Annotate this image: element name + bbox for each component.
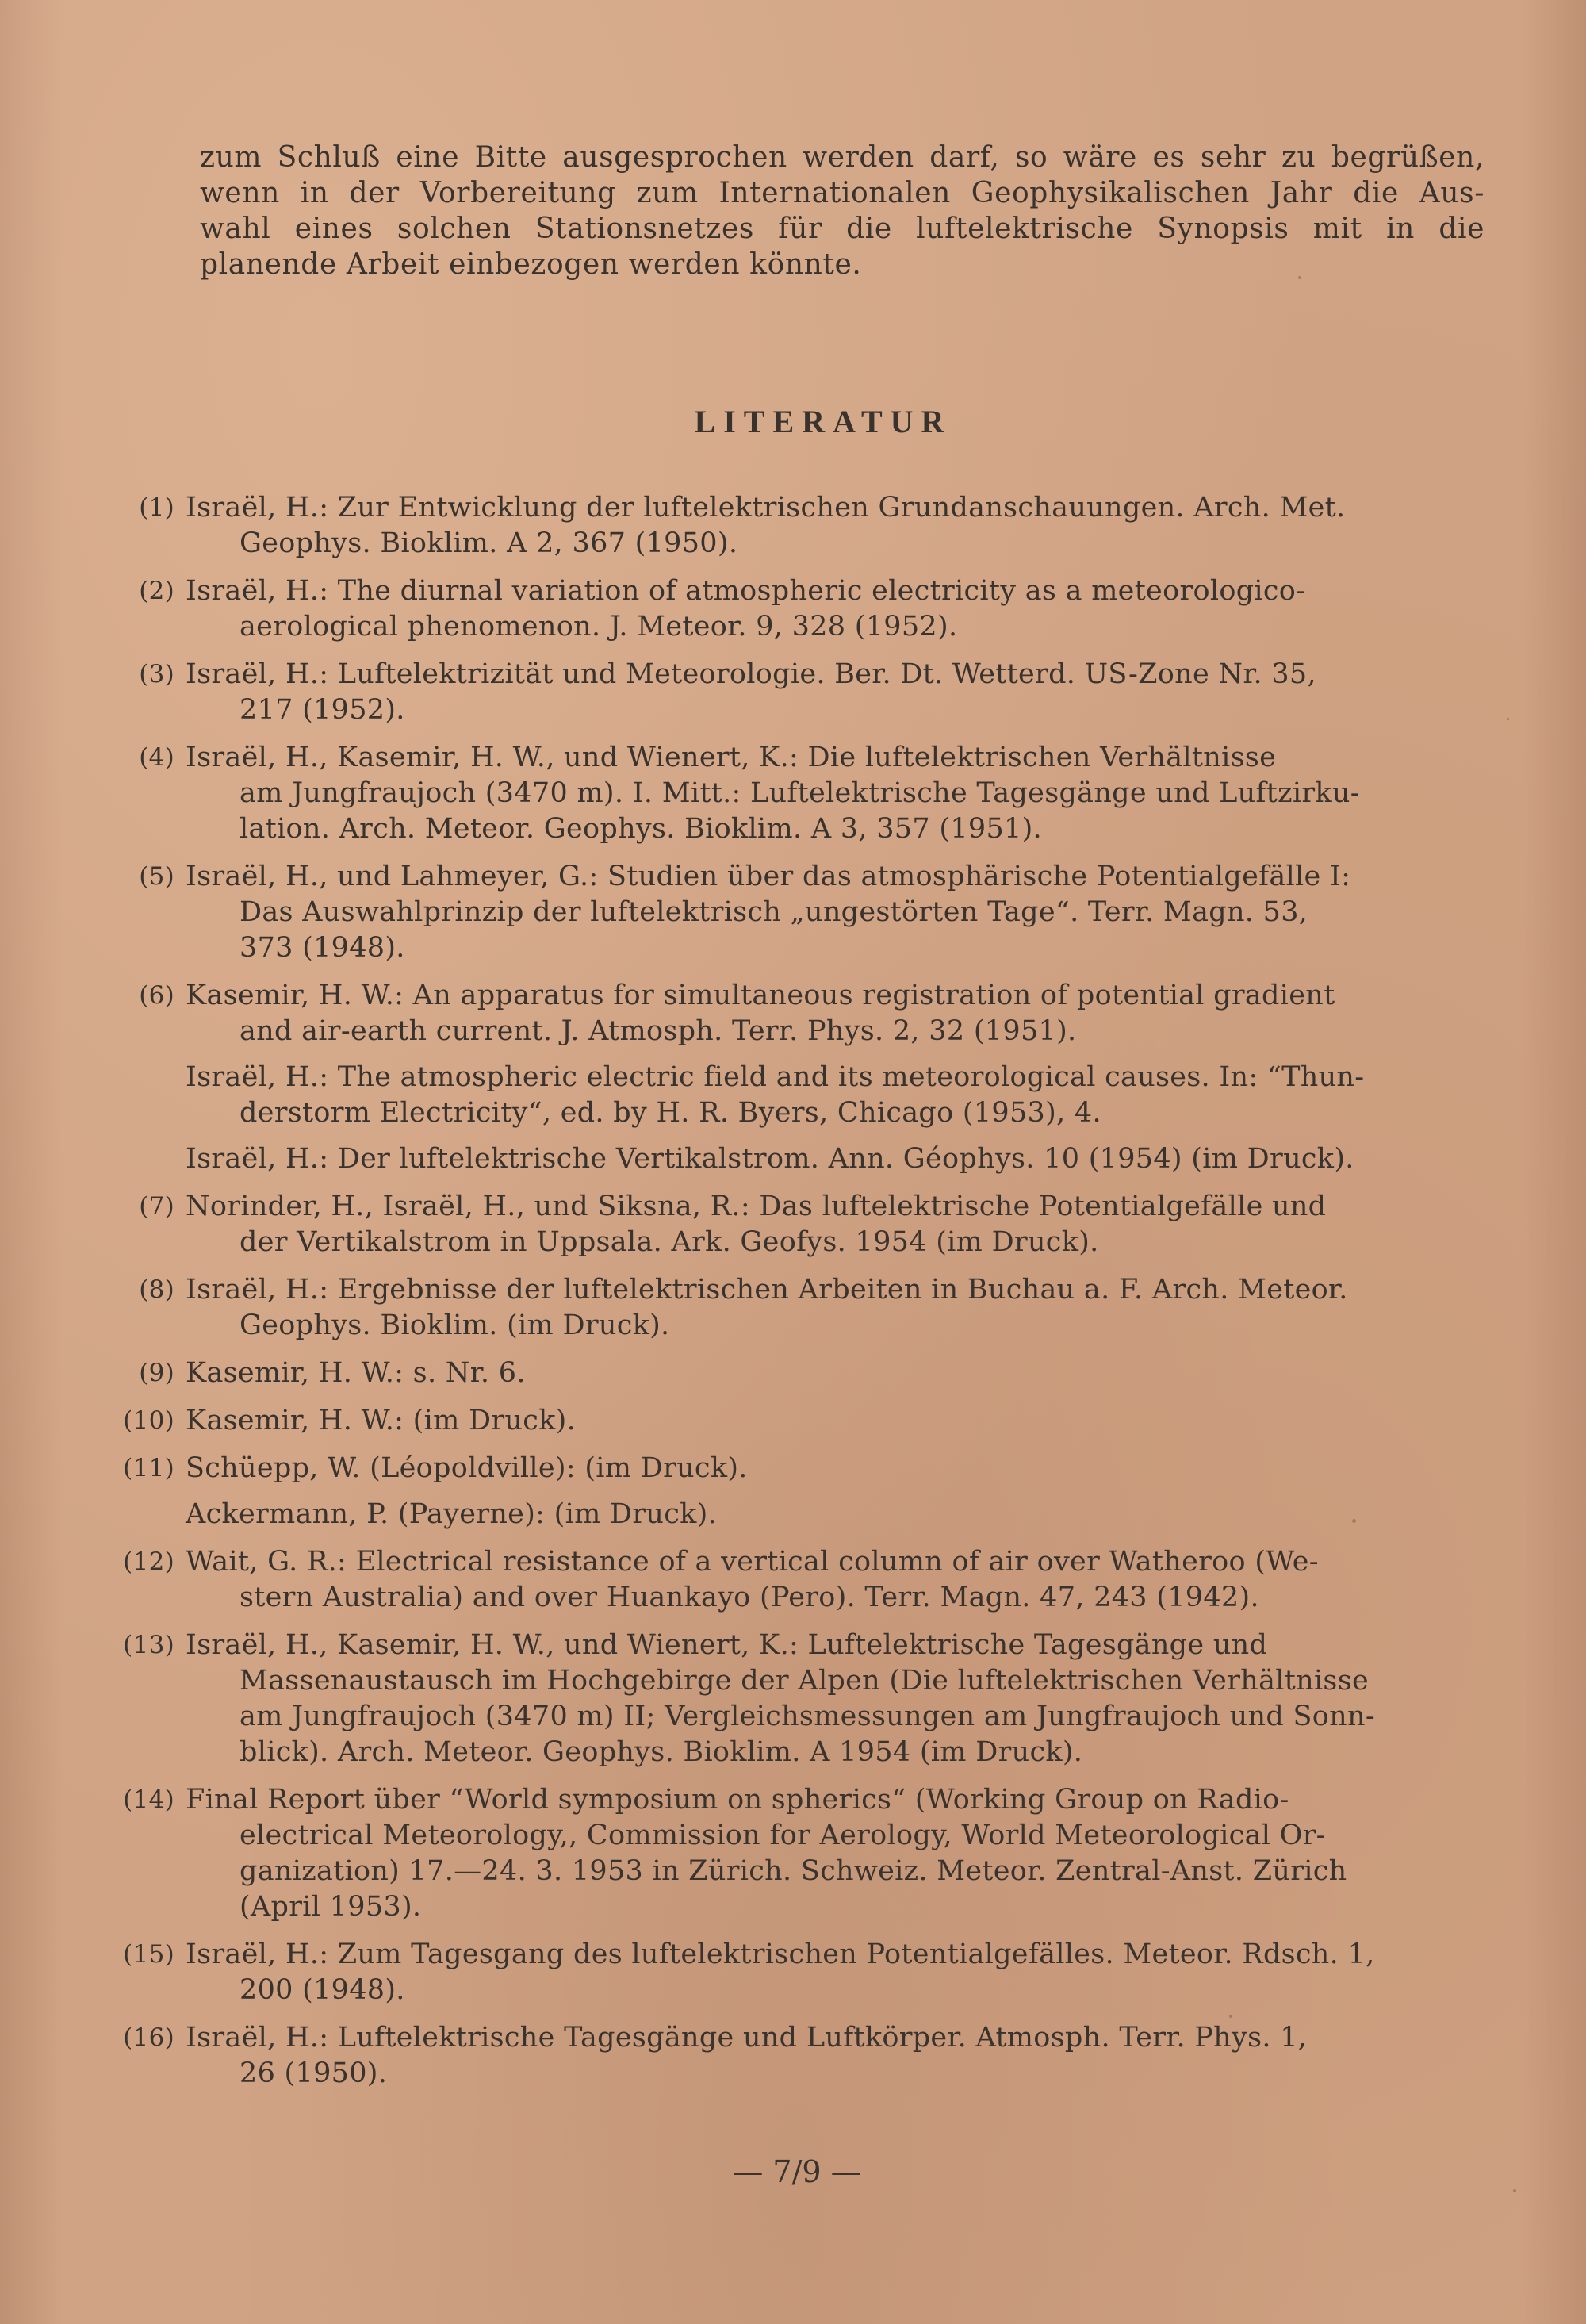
reference-continuation-line: der Vertikalstrom in Uppsala. Ark. Geofys. 1954 (im Druck). — [239, 1226, 1099, 1258]
reference-line: Israël, H., und Lahmeyer, G.: Studien über das atmosphärische Potentialgefälle I: — [186, 861, 1351, 892]
reference-continuation-line: lation. Arch. Meteor. Geophys. Bioklim. A 3, 357 (1951). — [239, 813, 1042, 845]
reference-number: (4) — [139, 743, 174, 772]
reference-entry — [111, 657, 1491, 728]
reference-entry — [111, 1356, 1491, 1391]
reference-line: Ackermann, P. (Payerne): (im Druck). — [186, 1498, 718, 1530]
reference-continuation-line: electrical Meteorology,, Commission for Aerology, World Meteorological Or- — [239, 1820, 1326, 1851]
reference-text — [186, 859, 1491, 966]
reference-text — [186, 490, 1491, 562]
reference-number: (10) — [123, 1406, 174, 1435]
reference-number: (15) — [123, 1940, 174, 1969]
reference-number: (7) — [139, 1192, 174, 1221]
reference-line: Israël, H.: Luftelektrizität und Meteorologie. Ber. Dt. Wetterd. US-Zone Nr. 35, — [186, 658, 1316, 690]
reference-entry — [111, 1060, 1491, 1131]
reference-text — [186, 1544, 1491, 1616]
reference-text — [186, 1060, 1491, 1131]
reference-entry — [111, 1937, 1491, 2008]
reference-line: Israël, H.: Ergebnisse der luftelektrischen Arbeiten in Buchau a. F. Arch. Meteor. — [186, 1274, 1348, 1306]
reference-entry — [111, 1141, 1491, 1177]
reference-number: (13) — [123, 1631, 174, 1659]
reference-entry — [111, 573, 1491, 645]
reference-entry — [111, 740, 1491, 847]
reference-line: Schüepp, W. (Léopoldville): (im Druck). — [186, 1452, 748, 1484]
reference-continuation-line: (April 1953). — [239, 1891, 422, 1923]
reference-entry — [111, 1782, 1491, 1925]
reference-entry — [111, 1189, 1491, 1260]
reference-text — [186, 978, 1491, 1049]
intro-line: zum Schluß eine Bitte ausgesprochen werden darf, so wäre es sehr zu begrüßen, — [200, 141, 1484, 174]
reference-number: (9) — [139, 1359, 174, 1387]
reference-line: Israël, H.: The atmospheric electric field and its meteorological causes. In: “Thun- — [186, 1061, 1365, 1093]
reference-continuation-line: am Jungfraujoch (3470 m) II; Vergleichsmessungen am Jungfraujoch und Sonn- — [239, 1701, 1375, 1732]
reference-text — [186, 573, 1491, 645]
paper-speck — [1352, 1519, 1356, 1523]
reference-text — [186, 1628, 1491, 1770]
paper-speck — [1513, 2189, 1516, 2192]
reference-text — [186, 740, 1491, 847]
reference-list — [111, 490, 1491, 2103]
reference-continuation-line: am Jungfraujoch (3470 m). I. Mitt.: Luftelektrische Tagesgänge und Luftzirku- — [239, 777, 1360, 809]
reference-text — [186, 657, 1491, 728]
reference-continuation-line: blick). Arch. Meteor. Geophys. Bioklim. A 1954 (im Druck). — [239, 1736, 1083, 1768]
reference-continuation-line: and air-earth current. J. Atmosph. Terr. Phys. 2, 32 (1951). — [239, 1015, 1077, 1047]
reference-number: (5) — [139, 862, 174, 891]
reference-number: (3) — [139, 660, 174, 688]
reference-continuation-line: 217 (1952). — [239, 694, 405, 726]
intro-paragraph — [200, 140, 1484, 282]
reference-entry — [111, 1544, 1491, 1616]
reference-text — [186, 1141, 1491, 1177]
reference-line: Israël, H., Kasemir, H. W., und Wienert, K.: Luftelektrische Tagesgänge und — [186, 1629, 1268, 1661]
reference-number: (14) — [123, 1785, 174, 1814]
intro-line: planende Arbeit einbezogen werden könnte. — [200, 248, 862, 281]
paper-speck — [1507, 718, 1509, 720]
reference-continuation-line: 373 (1948). — [239, 932, 405, 964]
reference-line: Norinder, H., Israël, H., und Siksna, R.: Das luftelektrische Potentialgefälle und — [186, 1191, 1327, 1222]
reference-entry — [111, 1497, 1491, 1532]
reference-number: (2) — [139, 577, 174, 605]
reference-entry — [111, 1403, 1491, 1439]
reference-line: Israël, H.: Zum Tagesgang des luftelektrischen Potentialgefälles. Meteor. Rdsch. 1, — [186, 1939, 1375, 1970]
reference-continuation-line: Das Auswahlprinzip der luftelektrisch „ungestörten Tage“. Terr. Magn. 53, — [239, 896, 1308, 928]
reference-text — [186, 1403, 1491, 1439]
reference-line: Israël, H.: Luftelektrische Tagesgänge und Luftkörper. Atmosph. Terr. Phys. 1, — [186, 2022, 1308, 2054]
reference-continuation-line: Massenaustausch im Hochgebirge der Alpen (Die luftelektrischen Verhältnisse — [239, 1665, 1369, 1697]
reference-number: (16) — [123, 2023, 174, 2052]
reference-entry — [111, 490, 1491, 562]
reference-text — [186, 1782, 1491, 1925]
reference-text — [186, 1451, 1491, 1486]
reference-text — [186, 1497, 1491, 1532]
reference-continuation-line: Geophys. Bioklim. (im Druck). — [239, 1310, 670, 1341]
reference-line: Final Report über “World symposium on spherics“ (Working Group on Radio- — [186, 1784, 1289, 1816]
reference-line: Israël, H., Kasemir, H. W., und Wienert, K.: Die luftelektrischen Verhältnisse — [186, 742, 1277, 773]
reference-entry — [111, 2020, 1491, 2092]
reference-text — [186, 1189, 1491, 1260]
reference-entry — [111, 1628, 1491, 1770]
reference-entry — [111, 1451, 1491, 1486]
reference-entry — [111, 978, 1491, 1049]
page-number: — 7/9 — — [733, 2154, 861, 2189]
reference-continuation-line: derstorm Electricity“, ed. by H. R. Byers, Chicago (1953), 4. — [239, 1097, 1101, 1129]
reference-continuation-line: 26 (1950). — [239, 2057, 388, 2089]
intro-line: wahl eines solchen Stationsnetzes für die luftelektrische Synopsis mit in die — [200, 213, 1484, 245]
paper-speck — [1298, 276, 1301, 279]
reference-line: Wait, G. R.: Electrical resistance of a vertical column of air over Watheroo (We- — [186, 1546, 1319, 1578]
reference-line: Kasemir, H. W.: (im Druck). — [186, 1405, 577, 1436]
reference-continuation-line: Geophys. Bioklim. A 2, 367 (1950). — [239, 527, 738, 559]
reference-line: Israël, H.: Zur Entwicklung der luftelektrischen Grundanschauungen. Arch. Met. — [186, 492, 1346, 523]
reference-entry — [111, 859, 1491, 966]
reference-continuation-line: ganization) 17.—24. 3. 1953 in Zürich. Schweiz. Meteor. Zentral-Anst. Zürich — [239, 1855, 1347, 1887]
reference-line: Kasemir, H. W.: s. Nr. 6. — [186, 1357, 526, 1389]
reference-text — [186, 1272, 1491, 1344]
reference-line: Israël, H.: The diurnal variation of atmospheric electricity as a meteorologico- — [186, 575, 1306, 607]
reference-text — [186, 2020, 1491, 2092]
reference-line: Kasemir, H. W.: An apparatus for simultaneous registration of potential gradient — [186, 980, 1335, 1011]
reference-entry — [111, 1272, 1491, 1344]
reference-continuation-line: aerological phenomenon. J. Meteor. 9, 328 (1952). — [239, 611, 958, 642]
intro-line: wenn in der Vorbereitung zum Internationalen Geophysikalischen Jahr die Aus- — [200, 177, 1484, 209]
section-heading: LITERATUR — [694, 404, 952, 439]
reference-line: Israël, H.: Der luftelektrische Vertikalstrom. Ann. Géophys. 10 (1954) (im Druck). — [186, 1143, 1354, 1175]
reference-number: (8) — [139, 1275, 174, 1304]
reference-number: (6) — [139, 981, 174, 1010]
reference-text — [186, 1937, 1491, 2008]
reference-continuation-line: 200 (1948). — [239, 1974, 405, 2006]
reference-number: (12) — [123, 1547, 174, 1576]
reference-number: (1) — [139, 493, 174, 522]
reference-continuation-line: stern Australia) and over Huankayo (Pero). Terr. Magn. 47, 243 (1942). — [239, 1582, 1259, 1613]
paper-speck — [1229, 2015, 1232, 2018]
reference-number: (11) — [123, 1454, 174, 1482]
reference-text — [186, 1356, 1491, 1391]
